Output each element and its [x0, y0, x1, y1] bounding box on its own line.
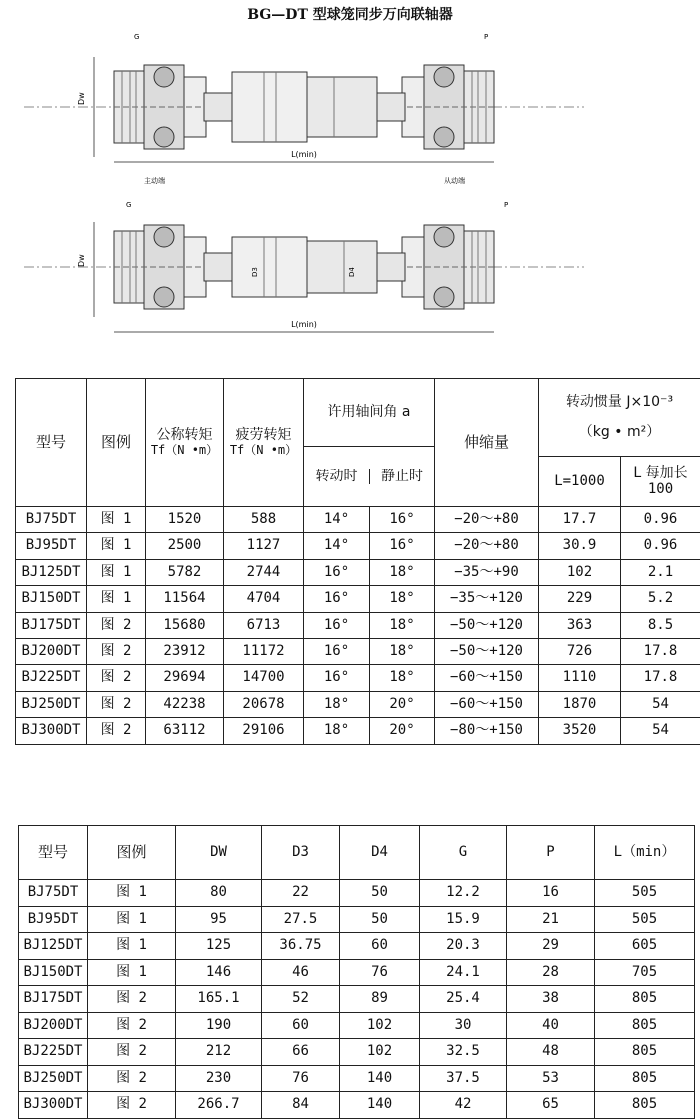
table-cell: 28 [507, 959, 595, 986]
table-cell: 24.1 [420, 959, 507, 986]
fig1-p-label: P [484, 33, 489, 41]
table-cell: 30.9 [539, 533, 621, 559]
table-cell: 66 [262, 1039, 340, 1066]
table-cell: 16° [304, 586, 370, 612]
table-cell: −80～+150 [435, 718, 539, 744]
table-row [19, 1092, 695, 1119]
table-row [16, 718, 700, 744]
table-row [16, 612, 700, 638]
table-cell: 42 [420, 1092, 507, 1119]
header-inertia-line2: （kg • m²） [578, 423, 661, 440]
angle-subheader-table [304, 469, 434, 484]
table-cell: 805 [595, 1092, 695, 1119]
header-fatigue-torque [224, 379, 304, 507]
table-cell: 1870 [539, 691, 621, 717]
table-cell: BJ300DT [16, 718, 87, 744]
table-cell: BJ250DT [16, 691, 87, 717]
table-cell: 图 2 [88, 986, 176, 1013]
table-cell: 505 [595, 906, 695, 933]
table-cell: BJ125DT [19, 933, 88, 960]
table-cell: 17.7 [539, 507, 621, 533]
table-cell: BJ225DT [16, 665, 87, 691]
table-cell: 84 [262, 1092, 340, 1119]
table-cell: 14° [304, 507, 370, 533]
table-cell: 图 2 [87, 612, 146, 638]
table-cell: 32.5 [420, 1039, 507, 1066]
table-cell: BJ175DT [19, 986, 88, 1013]
table-cell: 3520 [539, 718, 621, 744]
table-cell: 16 [507, 880, 595, 907]
header-inertia-per100-line2: 100 [647, 480, 674, 497]
table-cell: 图 1 [87, 533, 146, 559]
table-cell: 42238 [146, 691, 224, 717]
table-row [16, 665, 700, 691]
table-cell: BJ300DT [19, 1092, 88, 1119]
table-cell: 2744 [224, 559, 304, 585]
table-cell: 29106 [224, 718, 304, 744]
table-cell: 2.1 [621, 559, 700, 585]
table-cell: 27.5 [262, 906, 340, 933]
table-cell: 18° [370, 559, 435, 585]
table-cell: 266.7 [176, 1092, 262, 1119]
table-cell: 805 [595, 1039, 695, 1066]
table-cell: 23912 [146, 638, 224, 664]
table-cell: 17.8 [621, 665, 700, 691]
table-cell: 11564 [146, 586, 224, 612]
table-cell: 505 [595, 880, 695, 907]
table-cell: 29694 [146, 665, 224, 691]
table-cell: 230 [176, 1065, 262, 1092]
table-cell: 54 [621, 691, 700, 717]
table-row [19, 880, 695, 907]
table-row [16, 691, 700, 717]
table-cell: 图 2 [87, 691, 146, 717]
table-cell: 65 [507, 1092, 595, 1119]
table-cell: 15680 [146, 612, 224, 638]
table-cell: 95 [176, 906, 262, 933]
table-cell: 图 2 [88, 1039, 176, 1066]
table-cell: −20～+80 [435, 533, 539, 559]
table-row [19, 959, 695, 986]
column-header: 型号 [19, 826, 88, 880]
table-cell: 图 2 [88, 1092, 176, 1119]
table-cell: 165.1 [176, 986, 262, 1013]
table-cell: 50 [340, 906, 420, 933]
table-cell: 89 [340, 986, 420, 1013]
table-row [16, 638, 700, 664]
table-cell: 2500 [146, 533, 224, 559]
table-cell: BJ150DT [19, 959, 88, 986]
table-row [16, 533, 700, 559]
table-cell: 40 [507, 1012, 595, 1039]
table-cell: 16° [304, 665, 370, 691]
fig1-g-label: G [134, 33, 140, 41]
table-cell: 16° [304, 559, 370, 585]
table-cell: 60 [340, 933, 420, 960]
table-cell: 212 [176, 1039, 262, 1066]
table-cell: 17.8 [621, 638, 700, 664]
header-nominal-torque [146, 379, 224, 507]
header-nominal-torque-line1: 公称转矩 [156, 427, 213, 444]
table-cell: BJ75DT [19, 880, 88, 907]
table-cell: 605 [595, 933, 695, 960]
table-cell: 图 1 [88, 933, 176, 960]
table-cell: 图 1 [87, 559, 146, 585]
table-cell: 18° [370, 612, 435, 638]
column-header: DW [176, 826, 262, 880]
table-cell: 6713 [224, 612, 304, 638]
table-cell: 图 1 [87, 586, 146, 612]
torque-spec-table [15, 378, 700, 745]
table-cell: 190 [176, 1012, 262, 1039]
table-cell: BJ125DT [16, 559, 87, 585]
table-cell: 63112 [146, 718, 224, 744]
table-cell: BJ75DT [16, 507, 87, 533]
table-cell: 图 2 [87, 718, 146, 744]
table-cell: 14700 [224, 665, 304, 691]
table-cell: 11172 [224, 638, 304, 664]
table-cell: 15.9 [420, 906, 507, 933]
table-cell: 60 [262, 1012, 340, 1039]
coupling-drawing [14, 27, 594, 349]
table-cell: 705 [595, 959, 695, 986]
table-cell: 12.2 [420, 880, 507, 907]
table-cell: BJ225DT [19, 1039, 88, 1066]
header-inertia-line1: 转动惯量 J×10⁻³ [565, 394, 674, 411]
table-cell: 146 [176, 959, 262, 986]
header-fatigue-torque-line1: 疲劳转矩 [235, 427, 292, 444]
table-cell: 1520 [146, 507, 224, 533]
table-cell: 76 [262, 1065, 340, 1092]
fig1-drive-label: 主动端 [144, 177, 165, 185]
table-cell: 102 [340, 1039, 420, 1066]
header-figure: 图例 [87, 379, 146, 507]
header-inertia-l1000: L=1000 [539, 457, 621, 507]
table-row [19, 906, 695, 933]
table-cell: 726 [539, 638, 621, 664]
column-header: D4 [340, 826, 420, 880]
table-cell: 14° [304, 533, 370, 559]
table-cell: 5782 [146, 559, 224, 585]
table-cell: 0.96 [621, 533, 700, 559]
fig2-g-label: G [126, 201, 132, 209]
table-cell: 38 [507, 986, 595, 1013]
table-cell: −50～+120 [435, 638, 539, 664]
table-cell: BJ250DT [19, 1065, 88, 1092]
table-cell: 18° [370, 665, 435, 691]
table-cell: 20° [370, 718, 435, 744]
table-cell: 18° [304, 718, 370, 744]
table-cell: 102 [539, 559, 621, 585]
table-cell: 20.3 [420, 933, 507, 960]
torque-spec-rows [16, 507, 700, 745]
table-cell: 29 [507, 933, 595, 960]
table-cell: 图 1 [88, 906, 176, 933]
figure-1 [24, 33, 584, 185]
figure-2 [24, 201, 584, 332]
table-row [19, 1012, 695, 1039]
table-cell: 125 [176, 933, 262, 960]
table-cell: −60～+150 [435, 691, 539, 717]
fig1-l-label: L(min) [291, 150, 317, 159]
table-cell: 37.5 [420, 1065, 507, 1092]
table-cell: BJ150DT [16, 586, 87, 612]
table-cell: 50 [340, 880, 420, 907]
fig2-dw-label: Dw [77, 254, 86, 267]
table-row [19, 986, 695, 1013]
table-cell: 140 [340, 1065, 420, 1092]
table-row [19, 1065, 695, 1092]
table-cell: 140 [340, 1092, 420, 1119]
dimension-rows [19, 880, 695, 1119]
header-nominal-torque-line2: Tf（N •m） [150, 442, 219, 457]
table-cell: 图 1 [88, 959, 176, 986]
table-cell: 229 [539, 586, 621, 612]
table-cell: 22 [262, 880, 340, 907]
table-cell: 102 [340, 1012, 420, 1039]
table-cell: BJ95DT [19, 906, 88, 933]
table-cell: 16° [370, 507, 435, 533]
table-cell: BJ200DT [16, 638, 87, 664]
table-cell: 80 [176, 880, 262, 907]
table-cell: 1110 [539, 665, 621, 691]
table-cell: 18° [304, 691, 370, 717]
table-cell: −20～+80 [435, 507, 539, 533]
fig1-driven-label: 从动端 [444, 177, 465, 185]
table-cell: 805 [595, 1012, 695, 1039]
table-cell: 46 [262, 959, 340, 986]
table-cell: 363 [539, 612, 621, 638]
table-cell: BJ200DT [19, 1012, 88, 1039]
page-title: BG—DT 型球笼同步万向联轴器 [247, 7, 453, 23]
dimension-table [18, 825, 695, 1119]
table-cell: 805 [595, 1065, 695, 1092]
fig2-l-label: L(min) [291, 320, 317, 329]
table-cell: −60～+150 [435, 665, 539, 691]
angle-subheader-cell [304, 447, 435, 507]
column-header: L（min） [595, 826, 695, 880]
fig1-dw-label: Dw [77, 92, 86, 105]
header-model: 型号 [16, 379, 87, 507]
fig2-p-label: P [504, 201, 509, 209]
table-cell: 16° [370, 533, 435, 559]
header-angle-rotating: 转动时 [304, 469, 370, 484]
table-cell: 4704 [224, 586, 304, 612]
table-cell: −35～+90 [435, 559, 539, 585]
table-cell: 20° [370, 691, 435, 717]
column-header: 图例 [88, 826, 176, 880]
header-inertia [539, 379, 700, 457]
table-cell: −50～+120 [435, 612, 539, 638]
fig2-d3-label: D3 [251, 267, 259, 277]
table-cell: 21 [507, 906, 595, 933]
table-cell: 20678 [224, 691, 304, 717]
table-row [16, 559, 700, 585]
header-angle: 许用轴间角 a [304, 379, 435, 447]
fig2-d4-label: D4 [348, 267, 356, 277]
table-cell: 30 [420, 1012, 507, 1039]
table-cell: 18° [370, 586, 435, 612]
table-row [16, 507, 700, 533]
header-fatigue-torque-line2: Tf（N •m） [229, 442, 298, 457]
table-cell: 805 [595, 986, 695, 1013]
table-row [19, 1039, 695, 1066]
table-cell: 36.75 [262, 933, 340, 960]
column-header: G [420, 826, 507, 880]
table-cell: 25.4 [420, 986, 507, 1013]
table-cell: 16° [304, 612, 370, 638]
header-telescoping: 伸缩量 [435, 379, 539, 507]
table-cell: 图 2 [87, 638, 146, 664]
dimension-table-header [19, 826, 695, 880]
header-inertia-per100 [621, 457, 700, 507]
table-cell: 图 1 [87, 507, 146, 533]
table-cell: 5.2 [621, 586, 700, 612]
header-angle-static: 静止时 [381, 468, 423, 484]
table-cell: 图 2 [88, 1065, 176, 1092]
table-cell: 52 [262, 986, 340, 1013]
table-cell: −35～+120 [435, 586, 539, 612]
table-cell: 8.5 [621, 612, 700, 638]
table-cell: BJ95DT [16, 533, 87, 559]
table-cell: 图 1 [88, 880, 176, 907]
table-cell: 54 [621, 718, 700, 744]
column-header: P [507, 826, 595, 880]
table-cell: 76 [340, 959, 420, 986]
table-row [19, 933, 695, 960]
table-cell: BJ175DT [16, 612, 87, 638]
table-cell: 图 2 [87, 665, 146, 691]
table-cell: 1127 [224, 533, 304, 559]
table-cell: 16° [304, 638, 370, 664]
table-cell: 图 2 [88, 1012, 176, 1039]
table-cell: 48 [507, 1039, 595, 1066]
table-cell: 0.96 [621, 507, 700, 533]
table-row [16, 586, 700, 612]
header-inertia-per100-line1: L 每加长 [633, 465, 688, 482]
table-cell: 588 [224, 507, 304, 533]
table-cell: 53 [507, 1065, 595, 1092]
column-header: D3 [262, 826, 340, 880]
table-cell: 18° [370, 638, 435, 664]
